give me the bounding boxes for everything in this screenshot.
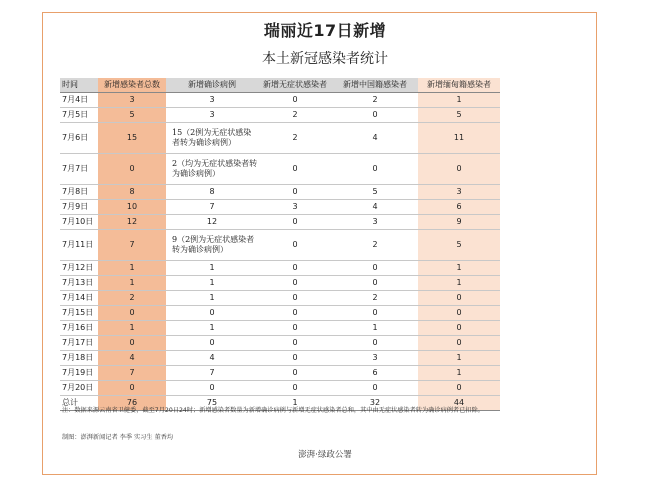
cell-myanmar: 0 — [418, 154, 500, 185]
cell-myanmar: 1 — [418, 93, 500, 108]
cell-chinese: 5 — [332, 185, 418, 200]
cell-chinese: 0 — [332, 306, 418, 321]
cell-confirmed: 12 — [166, 215, 258, 230]
header-asymptomatic: 新增无症状感染者 — [258, 78, 332, 93]
cell-myanmar: 0 — [418, 336, 500, 351]
cell-total: 0 — [98, 381, 166, 396]
header-chinese: 新增中国籍感染者 — [332, 78, 418, 93]
table-row — [60, 185, 500, 200]
table-row — [60, 381, 500, 396]
cell-date: 7月10日 — [60, 215, 98, 230]
cell-myanmar: 1 — [418, 351, 500, 366]
cell-myanmar: 0 — [418, 306, 500, 321]
cell-total: 8 — [98, 185, 166, 200]
cell-total: 10 — [98, 200, 166, 215]
header-confirmed: 新增确诊病例 — [166, 78, 258, 93]
table-row — [60, 123, 500, 154]
table-row — [60, 93, 500, 108]
cell-asymptomatic: 3 — [258, 200, 332, 215]
cell-asymptomatic: 0 — [258, 230, 332, 261]
table-row — [60, 108, 500, 123]
cell-confirmed: 0 — [166, 336, 258, 351]
cell-total: 1 — [98, 261, 166, 276]
header-myanmar: 新增缅甸籍感染者 — [418, 78, 500, 93]
cell-total: 5 — [98, 108, 166, 123]
page-subtitle: 本土新冠感染者统计 — [262, 51, 388, 67]
cell-asymptomatic: 2 — [258, 123, 332, 154]
cell-total: 7 — [98, 230, 166, 261]
cell-total: 4 — [98, 351, 166, 366]
cell-chinese: 0 — [332, 108, 418, 123]
cell-asymptomatic: 0 — [258, 185, 332, 200]
cell-chinese: 4 — [332, 123, 418, 154]
cell-chinese: 4 — [332, 200, 418, 215]
cell-chinese: 0 — [332, 261, 418, 276]
cell-asymptomatic: 0 — [258, 215, 332, 230]
cell-total: 7 — [98, 366, 166, 381]
cell-confirmed: 4 — [166, 351, 258, 366]
cell-confirmed: 3 — [166, 93, 258, 108]
cell-date: 7月9日 — [60, 200, 98, 215]
table-row — [60, 154, 500, 185]
cell-chinese: 1 — [332, 321, 418, 336]
table-header-row — [60, 78, 500, 93]
footnote: 注：数据来源云南省卫健委，截至7月20日24时；新增感染者数量为新增确诊病例与新增无症状感染者总和，其中由无症状感染者转为确诊病例者已扣除。 — [62, 407, 484, 414]
table-row — [60, 306, 500, 321]
cell-confirmed: 7 — [166, 200, 258, 215]
cell-date: 7月5日 — [60, 108, 98, 123]
cell-myanmar: 5 — [418, 230, 500, 261]
cell-chinese: 2 — [332, 291, 418, 306]
stats-table — [60, 78, 500, 411]
cell-total: 1 — [98, 276, 166, 291]
cell-chinese: 2 — [332, 230, 418, 261]
table-row — [60, 321, 500, 336]
cell-confirmed: 0 — [166, 306, 258, 321]
cell-date: 7月20日 — [60, 381, 98, 396]
cell-date: 7月15日 — [60, 306, 98, 321]
cell-myanmar: 0 — [418, 291, 500, 306]
cell-chinese: 6 — [332, 366, 418, 381]
total-label: 总计 — [60, 396, 98, 411]
cell-asymptomatic: 0 — [258, 306, 332, 321]
cell-asymptomatic: 0 — [258, 366, 332, 381]
table-row — [60, 215, 500, 230]
table-row — [60, 336, 500, 351]
cell-date: 7月14日 — [60, 291, 98, 306]
cell-myanmar: 5 — [418, 108, 500, 123]
total-cell-total: 76 — [98, 396, 166, 411]
cell-asymptomatic: 0 — [258, 154, 332, 185]
cell-myanmar: 3 — [418, 185, 500, 200]
cell-date: 7月4日 — [60, 93, 98, 108]
cell-date: 7月11日 — [60, 230, 98, 261]
cell-confirmed: 15（2例为无症状感染者转为确诊病例） — [166, 123, 258, 154]
cell-confirmed: 1 — [166, 291, 258, 306]
cell-confirmed: 1 — [166, 261, 258, 276]
table-row — [60, 230, 500, 261]
cell-asymptomatic: 0 — [258, 261, 332, 276]
table-row — [60, 366, 500, 381]
cell-chinese: 0 — [332, 381, 418, 396]
table-row — [60, 291, 500, 306]
header-date: 时间 — [60, 78, 98, 93]
cell-myanmar: 1 — [418, 261, 500, 276]
cell-confirmed: 1 — [166, 276, 258, 291]
cell-total: 0 — [98, 336, 166, 351]
cell-date: 7月17日 — [60, 336, 98, 351]
cell-total: 15 — [98, 123, 166, 154]
total-cell-myanmar: 44 — [418, 396, 500, 411]
cell-confirmed: 2（均为无症状感染者转为确诊病例） — [166, 154, 258, 185]
cell-chinese: 0 — [332, 154, 418, 185]
page-title: 瑞丽近17日新增 — [263, 21, 387, 40]
cell-chinese: 0 — [332, 336, 418, 351]
cell-total: 0 — [98, 154, 166, 185]
table-row — [60, 200, 500, 215]
cell-date: 7月16日 — [60, 321, 98, 336]
cell-asymptomatic: 0 — [258, 93, 332, 108]
cell-total: 1 — [98, 321, 166, 336]
cell-asymptomatic: 0 — [258, 276, 332, 291]
cell-chinese: 3 — [332, 215, 418, 230]
cell-chinese: 0 — [332, 276, 418, 291]
cell-total: 2 — [98, 291, 166, 306]
table-row — [60, 351, 500, 366]
cell-myanmar: 1 — [418, 276, 500, 291]
cell-myanmar: 1 — [418, 366, 500, 381]
cell-chinese: 2 — [332, 93, 418, 108]
cell-asymptomatic: 0 — [258, 351, 332, 366]
cell-chinese: 3 — [332, 351, 418, 366]
header-total: 新增感染者总数 — [98, 78, 166, 93]
cell-total: 0 — [98, 306, 166, 321]
cell-confirmed: 9（2例为无症状感染者转为确诊病例） — [166, 230, 258, 261]
total-cell-confirmed: 75 — [166, 396, 258, 411]
cell-confirmed: 0 — [166, 381, 258, 396]
cell-myanmar: 6 — [418, 200, 500, 215]
cell-confirmed: 7 — [166, 366, 258, 381]
cell-myanmar: 9 — [418, 215, 500, 230]
cell-myanmar: 0 — [418, 381, 500, 396]
cell-confirmed: 1 — [166, 321, 258, 336]
table-row — [60, 261, 500, 276]
cell-total: 12 — [98, 215, 166, 230]
total-cell-asymptomatic: 1 — [258, 396, 332, 411]
brand-logo-text: 澎湃·绿政公署 — [298, 450, 352, 460]
cell-date: 7月7日 — [60, 154, 98, 185]
cell-date: 7月8日 — [60, 185, 98, 200]
cell-myanmar: 11 — [418, 123, 500, 154]
cell-date: 7月12日 — [60, 261, 98, 276]
table-row — [60, 276, 500, 291]
cell-asymptomatic: 2 — [258, 108, 332, 123]
cell-date: 7月18日 — [60, 351, 98, 366]
cell-date: 7月13日 — [60, 276, 98, 291]
cell-asymptomatic: 0 — [258, 381, 332, 396]
cell-date: 7月19日 — [60, 366, 98, 381]
credit-line: 制图：澎湃新闻记者 李季 实习生 董香均 — [62, 434, 174, 441]
cell-asymptomatic: 0 — [258, 321, 332, 336]
cell-total: 3 — [98, 93, 166, 108]
cell-confirmed: 3 — [166, 108, 258, 123]
cell-asymptomatic: 0 — [258, 336, 332, 351]
cell-myanmar: 0 — [418, 321, 500, 336]
cell-asymptomatic: 0 — [258, 291, 332, 306]
cell-date: 7月6日 — [60, 123, 98, 154]
total-cell-chinese: 32 — [332, 396, 418, 411]
cell-confirmed: 8 — [166, 185, 258, 200]
